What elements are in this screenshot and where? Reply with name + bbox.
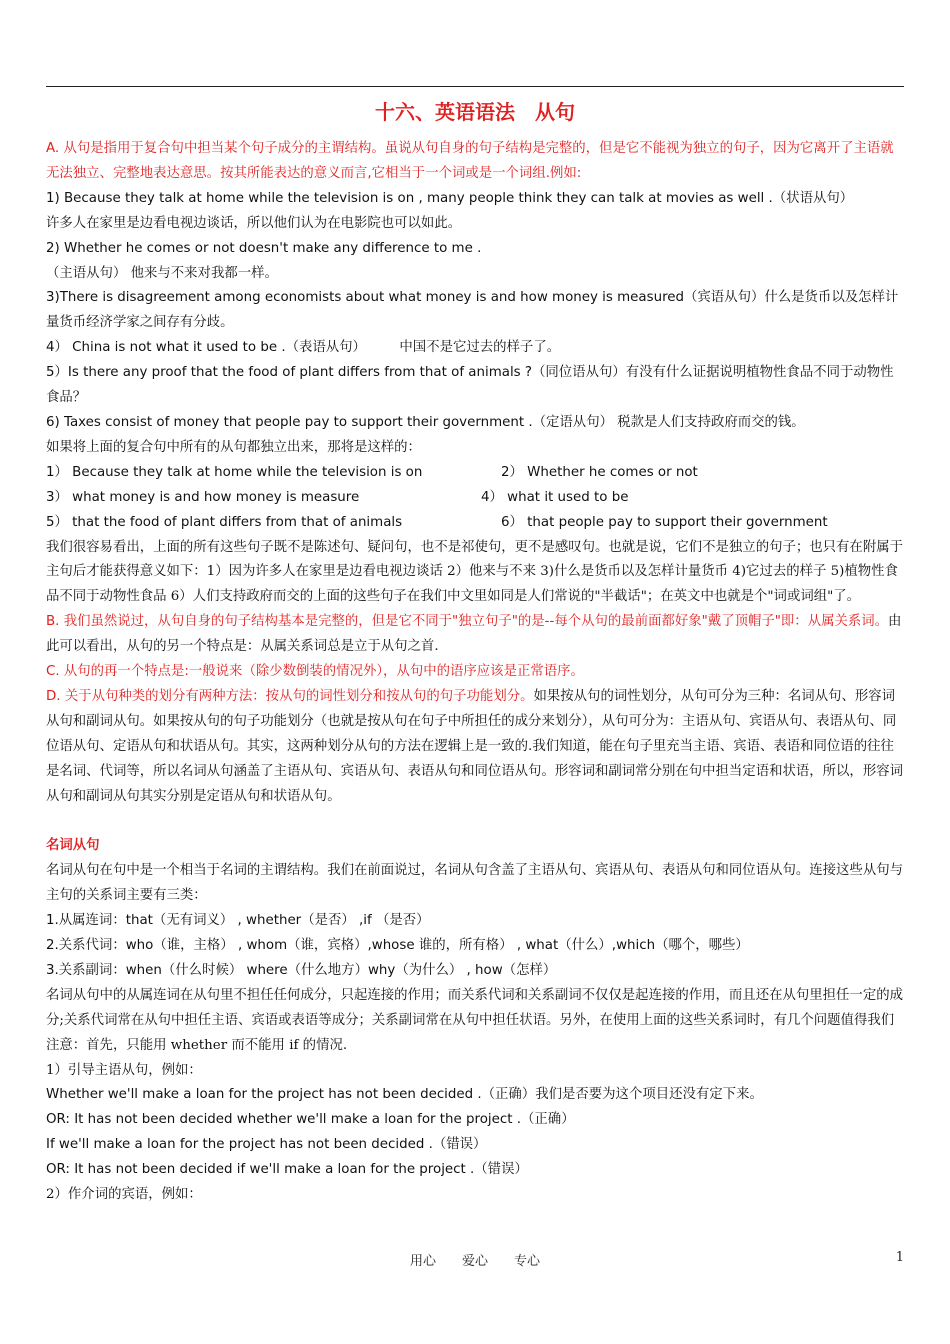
- point-d: [46, 685, 904, 810]
- page-number: 1: [895, 1250, 904, 1265]
- example-1-zh: 许多人在家里是边看电视边谈话，所以他们认为在电影院也可以如此。: [46, 215, 462, 231]
- example-2-en: 2) Whether he comes or not doesn't make any difference to me .: [46, 240, 482, 256]
- point-c: C. 从句的再一个特点是:一般说来（除少数倒装的情况外），从句中的语序应该是正常语序。: [46, 664, 584, 680]
- clause-item: 6） that people pay to support their government: [501, 514, 828, 530]
- point-d-black: 如果按从句的词性划分，从句可分为三种：名词从句、形容词从句和副词从句。如果按从句的句子功能划分（也就是按从句在句子中所担任的成分来划分），从句可分为：主语从句、宾语从句、表语从句、同位语从句、定语从句和状语从句。其实，这两种划分从句的方法在逻辑上是一致的.我们知道，能在句子里充当主语、宾语、表语和同位语的往往是名词、代词等，所以名词从句涵盖了主语从句、宾语从句、表语从句和同位语从句。形容词和副词常分别在句中担当定语和状语，所以，形容词从句和副词从句其实分别是定语从句和状语从句。: [46, 688, 903, 804]
- connector-list-3: 3.关系副词：when（什么时候） where（什么地方）why（为什么） , how（怎样）: [46, 962, 557, 978]
- point-a: A. 从句是指用于复合句中担当某个句子成分的主谓结构。虽说从句自身的句子结构是完整的，但是它不能视为独立的句子，因为它离开了主语就无法独立、完整地表达意思。按其所能表达的意义而言,它相当于一个词或是一个词组.例如:: [46, 141, 894, 181]
- usage-example: Whether we'll make a loan for the project has not been decided .（正确）我们是否要为这个项目还没有定下来。: [46, 1087, 763, 1103]
- usage-example: OR: It has not been decided whether we'll make a loan for the project .（正确）: [46, 1112, 575, 1128]
- point-b: [46, 610, 904, 660]
- clause-item: 5） that the food of plant differs from that of animals: [46, 514, 403, 530]
- usage-note: 名词从句中的从属连词在从句里不担任任何成分，只起连接的作用；而关系代词和关系副词不仅仅是起连接的作用，而且还在从句里担任一定的成分;关系代词常在从句中担任主语、宾语或表语等成分；关系副词常在从句中担任状语。另外，在使用上面的这些关系词时，有几个问题值得我们注意：首先，只能用 whether 而不能用 if 的情况.: [46, 987, 903, 1053]
- example-4: 4） China is not what it used to be .（表语从句） 中国不是它过去的样子了。: [46, 340, 561, 356]
- point-b-red: B. 我们虽然说过，从句自身的句子结构基本是完整的，但是它不同于"独立句子"的是--每个从句的最前面都好象"戴了顶帽子"即：从属关系词。: [46, 614, 889, 630]
- document-body: [46, 137, 904, 1208]
- subsection-1: 1）引导主语从句，例如：: [46, 1062, 202, 1078]
- point-b-black: 由此可以看出，从句的另一个特点是：从属关系词总是立于从句之首.: [46, 614, 902, 655]
- clause-pair-row: [46, 486, 904, 511]
- clause-item: 3） what money is and how money is measure: [46, 489, 360, 505]
- clause-item: 1） Because they talk at home while the television is on: [46, 464, 423, 480]
- footer-motto: 用心 爱心 专心: [409, 1254, 540, 1269]
- clause-item: 4） what it used to be: [481, 489, 629, 505]
- clause-item: 2） Whether he comes or not: [501, 464, 698, 480]
- spacer: [46, 809, 904, 834]
- connector-list-1: 1.从属连词：that（无有词义） , whether（是否） ,if （是否）: [46, 913, 430, 929]
- usage-example: OR: It has not been decided if we'll make a loan for the project .（错误）: [46, 1162, 528, 1178]
- usage-example: If we'll make a loan for the project has not been decided .（错误）: [46, 1137, 487, 1153]
- header-rule: [46, 86, 904, 87]
- subsection-2: 2）作介词的宾语，例如：: [46, 1187, 202, 1203]
- connector-list-2: 2.关系代词：who（谁，主格） , whom（谁，宾格）,whose 谁的，所有格） , what（什么）,which（哪个，哪些）: [46, 937, 749, 953]
- point-d-red: D. 关于从句种类的划分有两种方法：按从句的词性划分和按从句的句子功能划分。: [46, 688, 534, 704]
- clause-pair-row: [46, 511, 904, 536]
- page-footer: [0, 1250, 950, 1270]
- example-2-zh: （主语从句） 他来与不来对我都一样。: [46, 265, 278, 281]
- clause-pair-row: [46, 461, 904, 486]
- separate-intro: 如果将上面的复合句中所有的从句都独立出来，那将是这样的：: [46, 439, 421, 455]
- example-5: 5）Is there any proof that the food of plant differs from that of animals ?（同位语从句）有没有什么证据说明植物性食品不同于动物性食品？: [46, 365, 894, 406]
- example-1-en: 1) Because they talk at home while the television is on , many people think they can talk at movies as well .（状语从句）: [46, 190, 854, 206]
- section-heading-noun-clause: 名词从句: [46, 838, 100, 854]
- noun-clause-description: 名词从句在句中是一个相当于名词的主谓结构。我们在前面说过，名词从句含盖了主语从句、宾语从句、表语从句和同位语从句。连接这些从句与主句的关系词主要有三类：: [46, 863, 903, 904]
- example-6: 6) Taxes consist of money that people pay to support their government .（定语从句） 税款是人们支持政府而交的钱。: [46, 414, 805, 430]
- explanation-paragraph: 我们很容易看出，上面的所有这些句子既不是陈述句、疑问句，也不是祁使句，更不是感叹句。也就是说，它们不是独立的句子；也只有在附属于主句后才能获得意义如下：1）因为许多人在家里是边看电视边谈话 2）他来与不来 3)什么是货币以及怎样计量货币 4)它过去的样子 5)植物性食品不同于动物性食品 6）人们支持政府而交的上面的这些句子在我们中文里如同是人们常说的"半截话"；在英文中也就是个"词或词组"了。: [46, 539, 903, 605]
- example-3: 3)There is disagreement among economists about what money is and how money is measured（宾语从句）什么是货币以及怎样计量货币经济学家之间存有分歧。: [46, 290, 899, 331]
- page-title: 十六、英语语法 从句: [375, 100, 575, 124]
